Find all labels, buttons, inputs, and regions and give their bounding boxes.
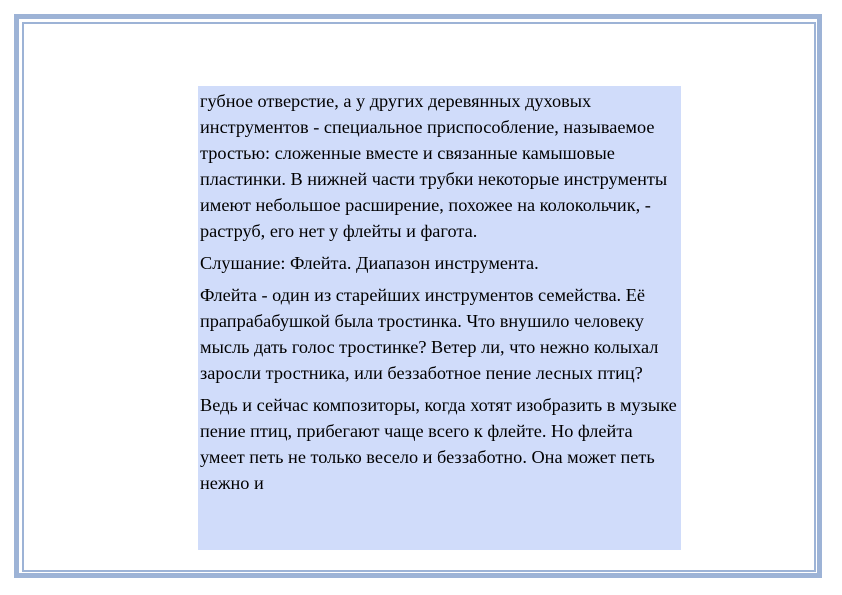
text-block [198, 86, 681, 550]
paragraph: Ведь и сейчас композиторы, когда хотят изобразить в музыке пение птиц, прибегают чаще всего к флейте. Но флейта умеет петь не только весело и беззаботно. Она может петь нежно и [200, 395, 677, 493]
paragraph: губное отверстие, а у других деревянных духовых инструментов - специальное приспособление, называемое тростью: сложенные вместе и связанные камышовые пластинки. В нижней части трубки некоторые инструменты имеют небольшое расширение, похожее на колокольчик, - раструб, его нет у флейты и фагота. [200, 91, 668, 241]
paragraph: Флейта - один из старейших инструментов семейства. Её прапрабабушкой была тростинка. Что внушило человеку мысль дать голос тростинке? Ветер ли, что нежно колыхал заросли тростника, или беззаботное пение лесных птиц? [200, 285, 659, 383]
paragraph: Слушание: Флейта. Диапазон инструмента. [200, 253, 539, 273]
